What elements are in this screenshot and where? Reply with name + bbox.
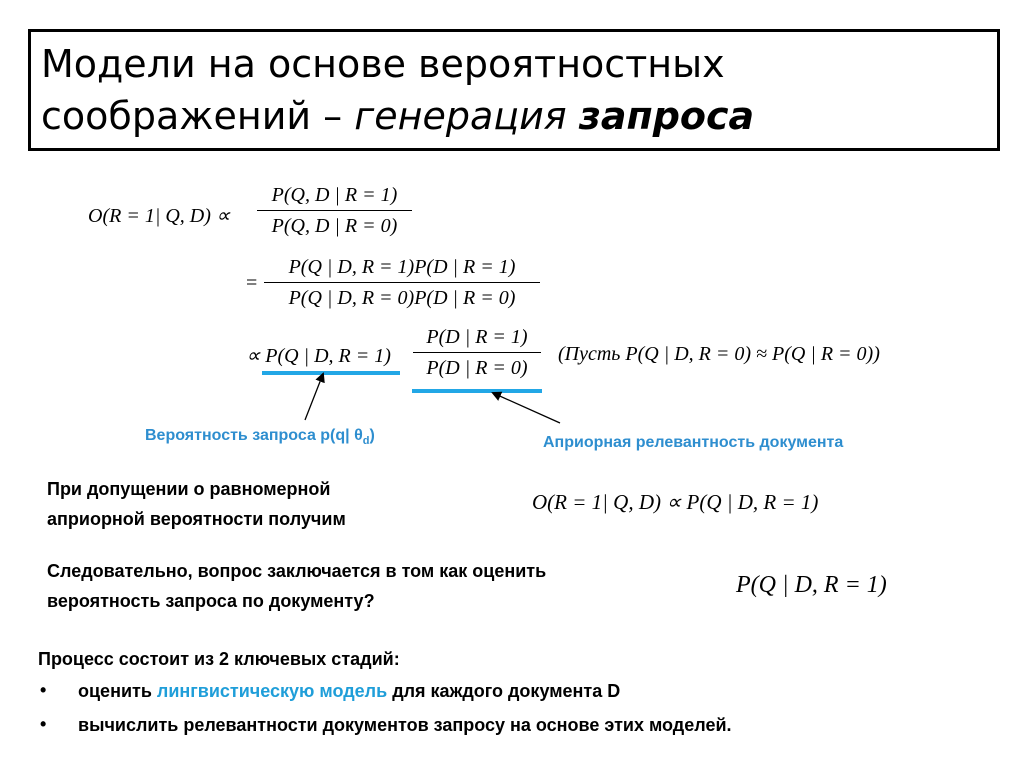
formula-proportional: ∝ P(Q | D, R = 1) xyxy=(246,345,391,367)
bullet-2: • xyxy=(40,714,47,734)
para1-formula: O(R = 1| Q, D) ∝ P(Q | D, R = 1) xyxy=(532,490,819,514)
formula-assumption: (Пусть P(Q | D, R = 0) ≈ P(Q | R = 0)) xyxy=(558,343,880,365)
label-query-prob-end: ) xyxy=(369,427,375,444)
para1-text xyxy=(47,474,346,534)
bullet-1: • xyxy=(40,680,47,700)
label-query-probability xyxy=(145,427,375,447)
formula-equals: = xyxy=(246,272,258,294)
item1-part-c: для каждого документа D xyxy=(387,681,621,701)
para2-text xyxy=(47,556,546,616)
para2-formula: P(Q | D, R = 1) xyxy=(736,572,887,598)
fraction-1-numerator: P(Q, D | R = 1) xyxy=(257,180,412,211)
formula-lhs: O(R = 1| Q, D) ∝ xyxy=(88,205,231,227)
fraction-2-denominator: P(Q | D, R = 0)P(D | R = 0) xyxy=(288,287,516,309)
fraction-3-numerator: P(D | R = 1) xyxy=(413,322,541,353)
para2-line1: Следовательно, вопрос заключается в том как оценить xyxy=(47,561,547,581)
fraction-2-numerator: P(Q | D, R = 1)P(D | R = 1) xyxy=(264,252,540,283)
arrow-prior-rel xyxy=(493,393,560,423)
item1-part-a: оценить xyxy=(78,681,157,701)
label-query-prob-sub: d xyxy=(362,435,370,448)
process-item-2: вычислить релевантности документов запросу на основе этих моделей. xyxy=(78,715,732,735)
label-query-prob-text: Вероятность запроса p(q| θ xyxy=(145,427,363,444)
para1-line2: априорной вероятности получим xyxy=(47,509,346,529)
process-heading: Процесс состоит из 2 ключевых стадий: xyxy=(38,649,400,669)
item1-link-word: лингвистическую модель xyxy=(156,681,388,701)
title-italic: генерация xyxy=(354,94,579,138)
title-bold-italic: запроса xyxy=(578,94,755,138)
arrow-query-prob xyxy=(305,374,323,420)
label-prior-relevance: Априорная релевантность документа xyxy=(543,434,844,451)
fraction-3-denominator: P(D | R = 0) xyxy=(426,357,528,379)
title-line-1: Модели на основе вероятностных xyxy=(41,42,725,86)
para1-line1: При допущении о равномерной xyxy=(47,479,331,499)
process-item-1 xyxy=(78,676,620,706)
para2-line2: вероятность запроса по документу? xyxy=(47,591,375,611)
title-plain: соображений – xyxy=(41,94,355,138)
fraction-1-denominator: P(Q, D | R = 0) xyxy=(271,215,398,237)
